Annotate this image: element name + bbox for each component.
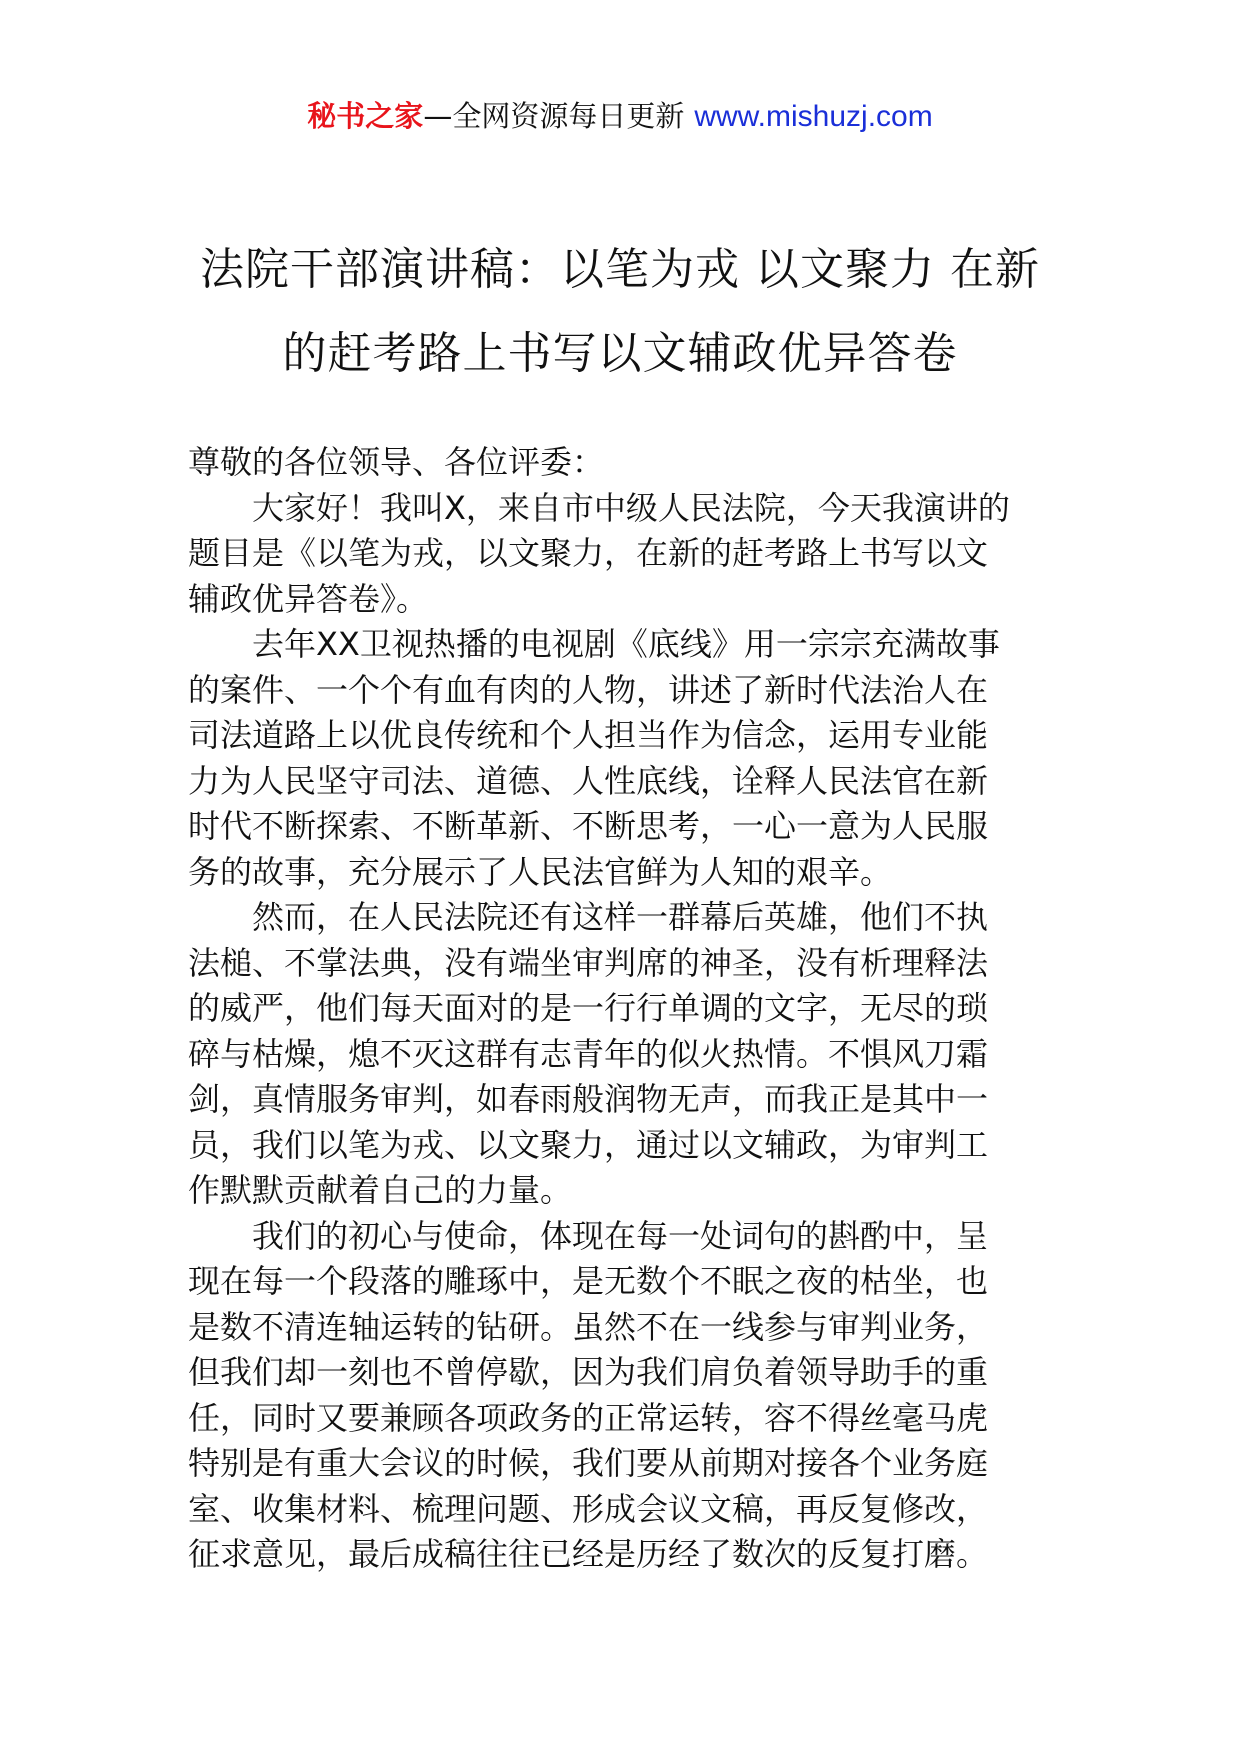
paragraph-line: 碎与枯燥，熄不灭这群有志青年的似火热情。不惧风刀霜 <box>188 1034 989 1073</box>
document-title <box>150 228 1090 396</box>
paragraph-line: 大家好！我叫X，来自市中级人民法院，今天我演讲的 <box>252 488 1010 527</box>
site-url-link[interactable]: www.mishuzj.com <box>694 100 933 133</box>
salutation: 尊敬的各位领导、各位评委： <box>188 443 605 481</box>
paragraph-line: 司法道路上以优良传统和个人担当作为信念，运用专业能 <box>188 716 989 754</box>
paragraph-line: 是数不清连轴运转的钻研。虽然不在一线参与审判业务， <box>188 1307 989 1346</box>
paragraph-line: 但我们却一刻也不曾停歇，因为我们肩负着领导助手的重 <box>188 1353 989 1391</box>
paragraph <box>188 895 1058 1214</box>
paragraph-line: 法槌、不掌法典，没有端坐审判席的神圣，没有析理释法 <box>188 943 989 982</box>
paragraph-line: 作默默贡献着自己的力量。 <box>188 1171 573 1209</box>
paragraph-line: 我们的初心与使命，体现在每一处词句的斟酌中，呈 <box>252 1216 989 1255</box>
paragraph <box>188 486 1058 623</box>
paragraph-line: 的威严，他们每天面对的是一行行单调的文字，无尽的琐 <box>188 989 989 1027</box>
paragraph-line: 务的故事，充分展示了人民法官鲜为人知的艰辛。 <box>188 852 893 891</box>
speech-body <box>188 440 1058 1578</box>
paragraph <box>188 622 1058 895</box>
site-header <box>0 96 1240 137</box>
paragraph-line: 力为人民坚守司法、道德、人性底线，诠释人民法官在新 <box>188 761 989 800</box>
paragraph-line: 去年XX卫视热播的电视剧《底线》用一宗宗充满故事 <box>252 625 1000 663</box>
paragraph-line: 特别是有重大会议的时候，我们要从前期对接各个业务庭 <box>188 1444 989 1482</box>
paragraph-line: 征求意见，最后成稿往往已经是历经了数次的反复打磨。 <box>188 1535 989 1573</box>
paragraph <box>188 1214 1058 1578</box>
paragraph-line: 现在每一个段落的雕琢中，是无数个不眠之夜的枯坐，也 <box>188 1262 989 1300</box>
paragraph-line: 的案件、一个个有血有肉的人物，讲述了新时代法治人在 <box>188 670 989 709</box>
paragraph-line: 剑，真情服务审判，如春雨般润物无声，而我正是其中一 <box>188 1080 989 1118</box>
title-line-1: 法院干部演讲稿：以笔为戎 以文聚力 在新 <box>200 244 1040 295</box>
site-brand: 秘书之家 <box>307 99 424 133</box>
paragraph-line: 员，我们以笔为戎、以文聚力，通过以文辅政，为审判工 <box>188 1125 989 1164</box>
paragraph-line: 然而，在人民法院还有这样一群幕后英雄，他们不执 <box>252 898 989 936</box>
paragraph-line: 室、收集材料、梳理问题、形成会议文稿，再反复修改， <box>188 1489 989 1528</box>
paragraph-line: 时代不断探索、不断革新、不断思考，一心一意为人民服 <box>188 807 989 845</box>
paragraph-line: 任，同时又要兼顾各项政务的正常运转，容不得丝毫马虎 <box>188 1398 989 1437</box>
paragraph-line: 辅政优异答卷》。 <box>188 579 429 618</box>
site-slogan: —全网资源每日更新 <box>423 99 685 133</box>
title-line-2: 的赶考路上书写以文辅政优异答卷 <box>282 328 958 379</box>
paragraph-line: 题目是《以笔为戎，以文聚力，在新的赶考路上书写以文 <box>188 534 989 572</box>
